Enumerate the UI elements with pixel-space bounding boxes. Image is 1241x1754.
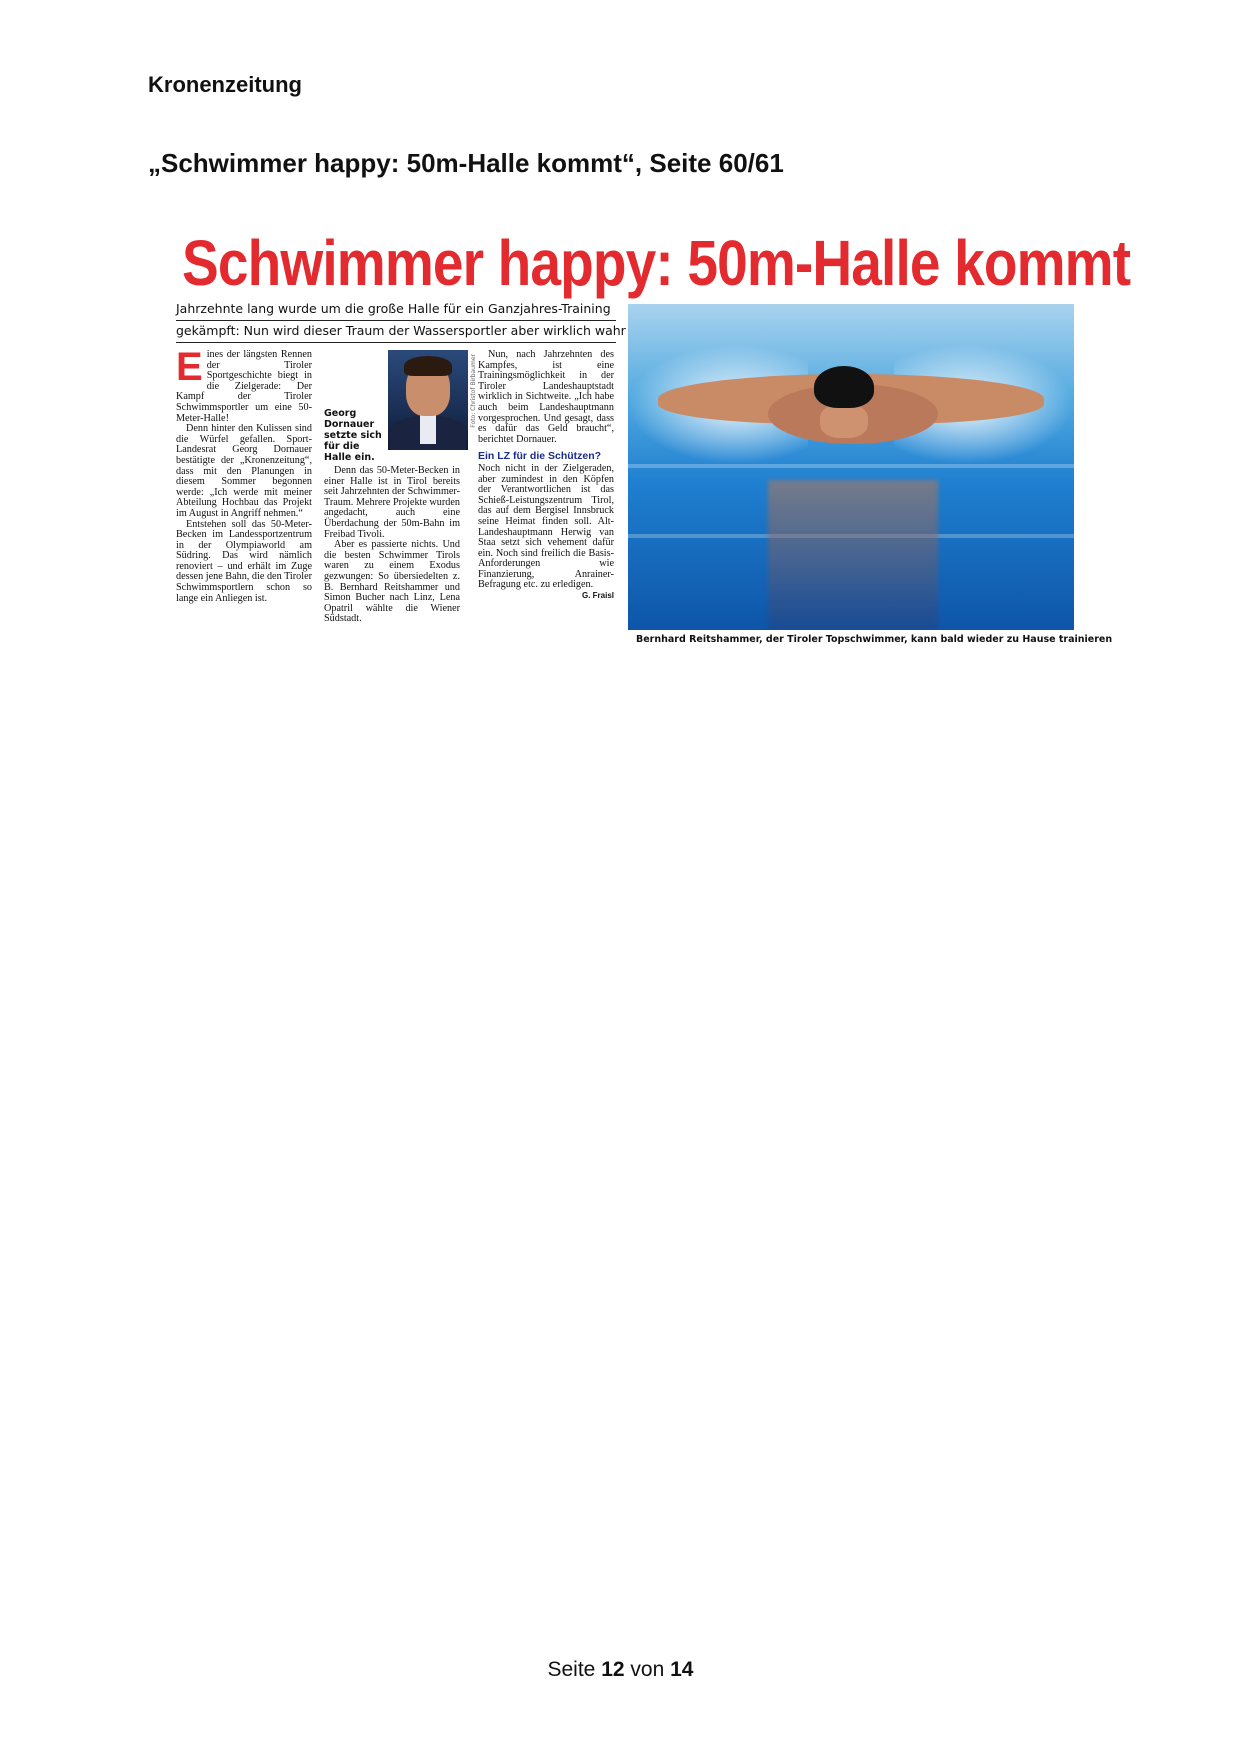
column-3-subheading: Ein LZ für die Schützen?: [478, 450, 602, 463]
portrait-photo-credit: Foto: Christof Birbaumer: [470, 354, 477, 428]
drop-cap: E: [176, 345, 203, 389]
footer-middle: von: [630, 1658, 665, 1681]
portrait-caption: Georg Dornauer setzte sich für die Halle ein.: [324, 408, 382, 463]
article-column-3: [478, 350, 614, 602]
column-3-paragraph-1: Nun, nach Jahrzehnten des Kampfes, ist eine Trainingsmöglichkeit in der Tiroler Landeshauptstadt wirklich in Sichtweite. „Ich habe auch beim Landeshauptmann vorgesprochen. Und gesagt, dass es dafür das Geld braucht“, berichtet Dornauer.: [478, 349, 614, 445]
swimmer-photo: [628, 304, 1074, 630]
column-2-paragraph-2: Aber es passierte nichts. Und die besten Schwimmer Tirols waren zu einem Exodus gezwungen: So übersiedelten z. B. Bernhard Reitshammer und Simon Bucher nach Linz, Lena Opatril wählte die Wiener Südstadt.: [324, 539, 460, 625]
source-label: Kronenzeitung: [148, 72, 302, 97]
article-subhead-line1: Jahrzehnte lang wurde um die große Halle für ein Ganzjahres-Training: [176, 300, 616, 321]
footer-page-number: 12: [601, 1658, 625, 1681]
page-footer: [0, 1658, 1241, 1682]
newspaper-clipping: [176, 222, 1131, 662]
swimmer-photo-caption: Bernhard Reitshammer, der Tiroler Topschwimmer, kann bald wieder zu Hause trainieren: [636, 634, 1113, 645]
column-1-paragraph-2: Denn hinter den Kulissen sind die Würfel gefallen. Sport-Landesrat Georg Dornauer bestätigte der „Kronenzeitung“, dass mit den Planungen in diesem Sommer begonnen werde: „Ich werde mit meiner Abteilung Hochbau das Projekt im August in Angriff nehmen.“: [176, 423, 312, 519]
article-headline: Schwimmer happy: 50m-Halle kommt: [182, 227, 1131, 299]
document-title: „Schwimmer happy: 50m-Halle kommt“, Seite 60/61: [148, 148, 784, 178]
footer-page-total: 14: [670, 1658, 694, 1681]
author-byline: G. Fraisl: [581, 591, 614, 601]
column-1-paragraph-1: ines der längsten Rennen der Tiroler Sportgeschichte biegt in die Zielgerade: Der Kampf der Tiroler Schwimmsportler um eine 50-Meter-Halle!: [176, 349, 312, 424]
column-3-paragraph-2: Noch nicht in der Zielgeraden, aber zumindest in den Köpfen der Verantwortlichen ist das Schieß-Leistungszentrum Tirol, das auf dem Bergisel Innsbruck seine Heimat finden soll. Alt-Landeshauptmann Herwig van Staa setzt sich vehement dafür ein. Noch sind freilich die Basis-Anforderungen wie Finanzierung, Anrainer-Befragung etc. zu erledigen.: [478, 462, 614, 591]
column-1-paragraph-3: Entstehen soll das 50-Meter-Becken im Landessportzentrum in der Olympiaworld am Südring. Das wird nämlich renoviert – und erhält im Zuge dessen jene Bahn, die den Tiroler Schwimmsportlern schon so lange ein Anliegen ist.: [176, 518, 312, 604]
article-subhead-line2: gekämpft: Nun wird dieser Traum der Wassersportler aber wirklich wahr: [176, 322, 616, 343]
article-column-1: [176, 345, 312, 604]
footer-prefix: Seite: [547, 1658, 596, 1681]
column-2-paragraph-1: Denn das 50-Meter-Becken in einer Halle ist in Tirol bereits seit Jahrzehnten der Schwimmer-Traum. Mehrere Projekte wurden angedacht, auch eine Überdachung der 50m-Bahn im Freibad Tivoli.: [324, 465, 460, 540]
article-column-2: [324, 350, 460, 625]
